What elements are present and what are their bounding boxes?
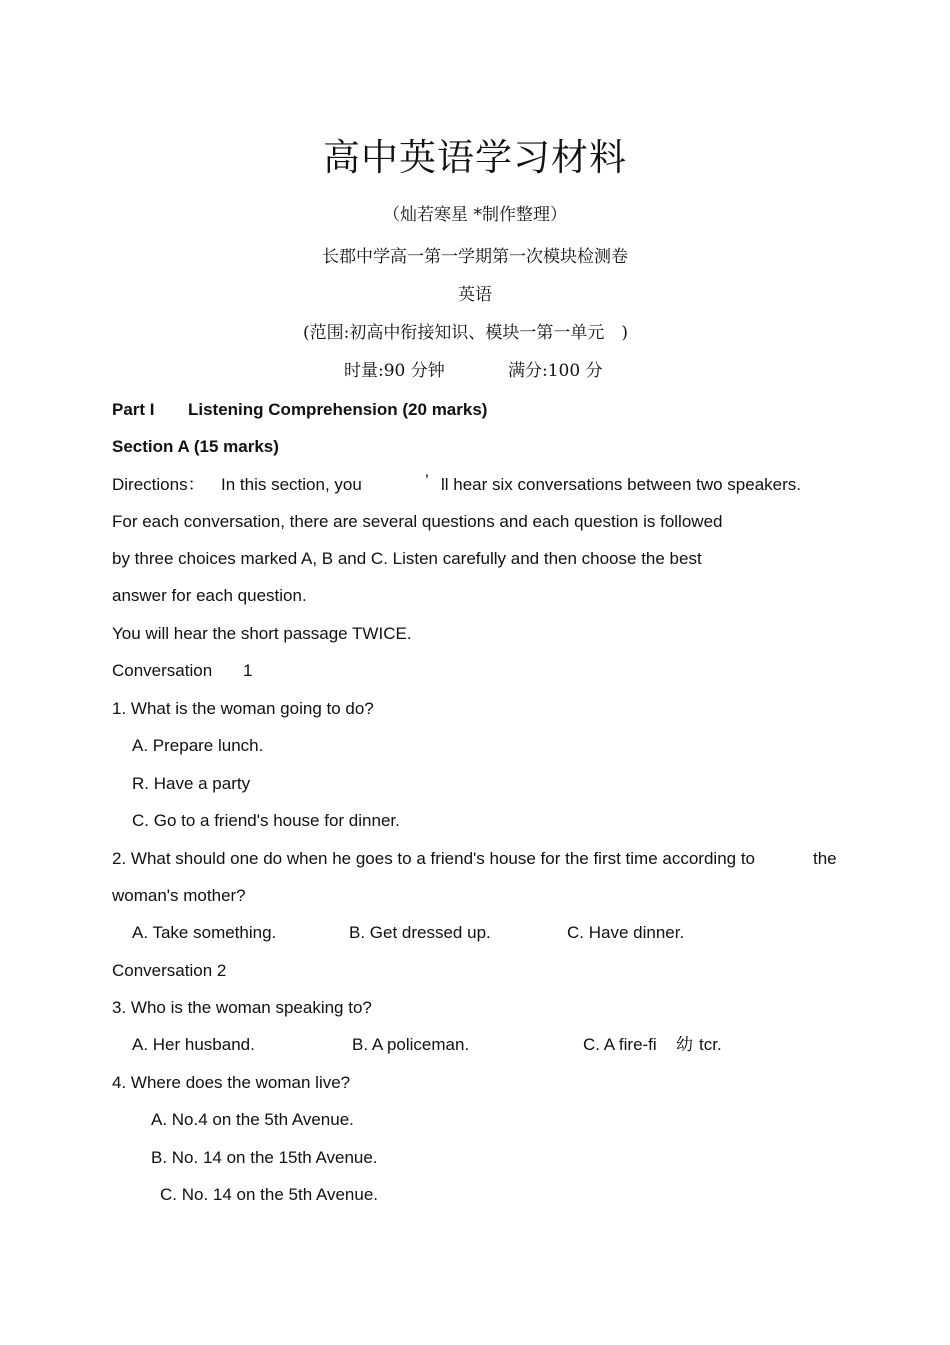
exam-full-marks: 满分:100 分 (508, 361, 603, 381)
conversation-1-label: Conversation (112, 661, 213, 680)
question-3-option-c-part-2: tcr. (699, 1035, 722, 1054)
directions-text-1a: In this section, you (221, 475, 362, 494)
part-title: Listening Comprehension (20 marks) (188, 400, 488, 419)
question-4: 4. Where does the woman live? (112, 1073, 351, 1092)
directions-text-5: You will hear the short passage TWICE. (112, 624, 412, 643)
question-2-option-a: A. Take something. (132, 923, 277, 942)
part-label: Part I (112, 400, 155, 419)
question-1: 1. What is the woman going to do? (112, 699, 374, 718)
section-heading: Section A (15 marks) (112, 437, 279, 456)
question-2-line-1: 2. What should one do when he goes to a friend's house for the first time according to (112, 849, 756, 868)
question-2-line-1-end: the (813, 849, 837, 868)
question-3-option-a: A. Her husband. (132, 1035, 255, 1054)
credit-line: （灿若寒星 *制作整理） (383, 205, 567, 225)
conversation-1-number: 1 (243, 661, 253, 680)
question-1-option-c: C. Go to a friend's house for dinner. (132, 811, 400, 830)
question-4-option-b: B. No. 14 on the 15th Avenue. (151, 1148, 378, 1167)
question-4-option-c: C. No. 14 on the 5th Avenue. (160, 1185, 379, 1204)
directions-text-3: by three choices marked A, B and C. Listen carefully and then choose the best (112, 549, 702, 568)
directions-text-4: answer for each question. (112, 586, 307, 605)
directions-text-2: For each conversation, there are several questions and each question is followed (112, 512, 723, 531)
question-4-option-a: A. No.4 on the 5th Avenue. (151, 1110, 354, 1129)
question-2-line-2: woman's mother? (112, 886, 246, 905)
question-2-option-c: C. Have dinner. (567, 923, 685, 942)
question-3-option-b: B. A policeman. (352, 1035, 470, 1054)
subject-heading: 英语 (458, 285, 492, 305)
question-3-option-c-part-1: C. A fire-fi (583, 1035, 657, 1054)
directions-text-1b: ll hear six conversations between two speakers. (441, 475, 802, 494)
question-2-option-b: B. Get dressed up. (349, 923, 491, 942)
exam-scope: (范围:初高中衔接知识、模块一第一单元 ) (303, 323, 628, 343)
question-1-option-b: R. Have a party (132, 774, 251, 793)
document-title: 高中英语学习材料 (323, 136, 627, 179)
question-3-option-c-glyph: 幼 (676, 1035, 693, 1055)
directions-apostrophe: ’ (425, 471, 429, 490)
exam-time: 时量:90 分钟 (344, 361, 445, 381)
directions-label: Directions： (112, 475, 205, 494)
conversation-2-label: Conversation 2 (112, 961, 227, 980)
question-1-option-a: A. Prepare lunch. (132, 736, 264, 755)
question-3: 3. Who is the woman speaking to? (112, 998, 372, 1017)
exam-name: 长郡中学高一第一学期第一次模块检测卷 (322, 247, 628, 267)
